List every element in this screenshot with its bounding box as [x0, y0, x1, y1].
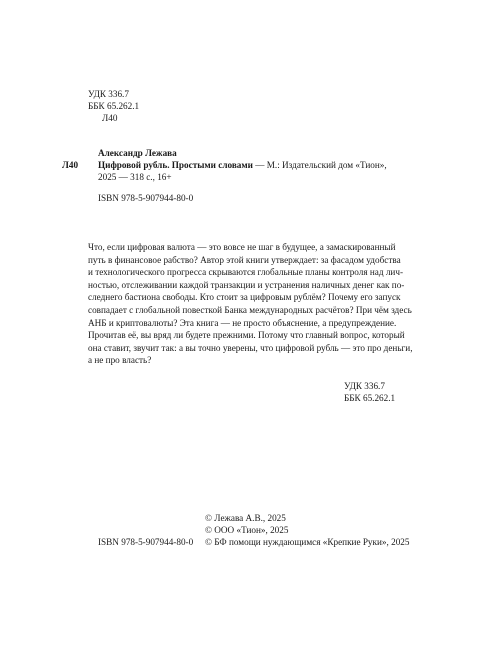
isbn: ISBN 978-5-907944-80-0 [98, 193, 194, 203]
annotation-line: ностью, отслеживании каждой транзакции и устранения наличных денег как по- [88, 279, 405, 290]
udk-code: УДК 336.7 [88, 89, 129, 99]
annotation-line: путь в финансовое рабство? Автор этой книги утверждает: за фасадом удобства [88, 254, 401, 265]
annotation-line: и технологического прогресса скрываются глобальные планы контроля над лич- [88, 267, 404, 278]
bibliographic-title-line [98, 159, 387, 172]
copyright-line: © БФ помощи нуждающимся «Крепкие Руки», 2025 [205, 537, 410, 547]
annotation-line: совпадает с глобальной повесткой Банка международных расчётов? При чём здесь [88, 304, 412, 315]
copyright-line: © Лежава А.В., 2025 [205, 513, 286, 523]
author-mark: Л40 [102, 113, 118, 123]
annotation-line: Прочитав её, вы вряд ли будете прежними. Потому что главный вопрос, который [88, 330, 405, 341]
annotation-line: она ставит, звучит так: а вы точно уверены, что цифровой рубль — это про деньги, [88, 342, 413, 353]
bbk-code: ББК 65.262.1 [88, 101, 140, 111]
annotation-line: АНБ и криптовалюты? Эта книга — не просто объяснение, а предупреждение. [88, 317, 397, 328]
book-title: Цифровой рубль. Простыми словами [98, 160, 253, 170]
isbn-bottom: ISBN 978-5-907944-80-0 [98, 537, 194, 547]
author-name: Александр Лежава [98, 148, 177, 158]
imprint-line-2: 2025 — 318 с., 16+ [98, 172, 172, 182]
annotation-line: а не про власть? [88, 355, 152, 366]
copyright-line: © ООО «Тион», 2025 [205, 525, 289, 535]
annotation-line: Что, если цифровая валюта — это вовсе не шаг в будущее, а замаскированный [88, 242, 396, 252]
bbk-code-bottom: ББК 65.262.1 [344, 393, 396, 403]
annotation-line: следнего бастиона свободы. Кто стоит за цифровым рублём? Почему его запуск [88, 292, 401, 303]
udk-code-bottom: УДК 336.7 [344, 381, 385, 391]
imprint-line-1: — М.: Издательский дом «Тион», [252, 160, 387, 170]
author-mark-left: Л40 [62, 160, 79, 170]
annotation [88, 241, 418, 367]
